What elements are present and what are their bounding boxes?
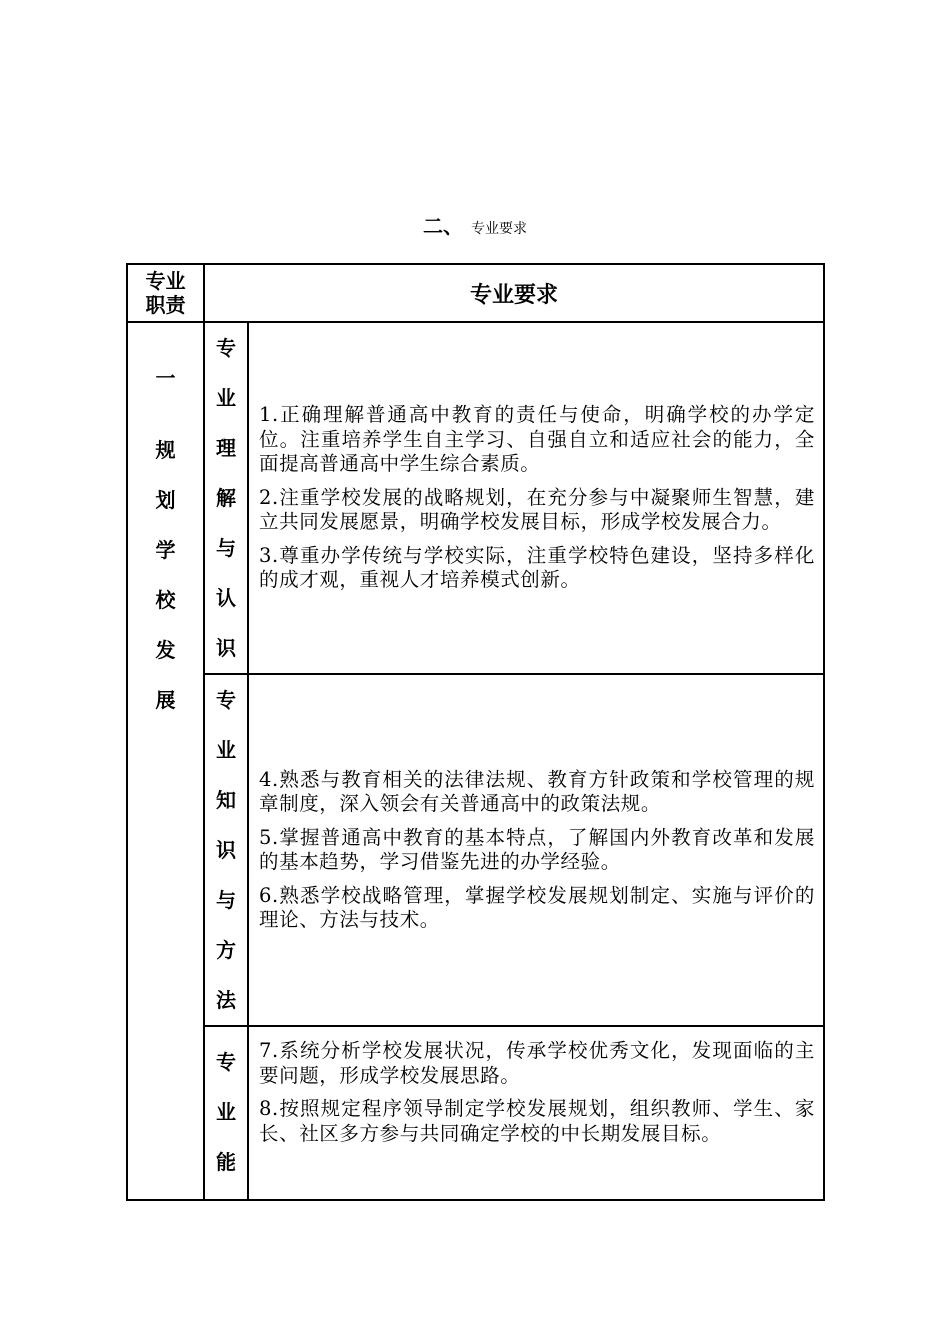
group-label-char: 方 — [216, 938, 236, 962]
duty-char: 学 — [155, 538, 176, 562]
requirement-item: 2.注重学校发展的战略规划，在充分参与中凝聚师生智慧，建立共同发展愿景，明确学校发展目标，形成学校发展合力。 — [259, 485, 815, 534]
requirement-item: 5.掌握普通高中教育的基本特点，了解国内外教育改革和发展的基本趋势，学习借鉴先进的办学经验。 — [259, 825, 815, 873]
table-row — [127, 674, 824, 1026]
group-label-char: 法 — [216, 988, 236, 1012]
duty-cell — [127, 322, 204, 1200]
group-label-char: 业 — [216, 1100, 236, 1124]
requirement-item: 3.尊重办学传统与学校实际，注重学校特色建设，坚持多样化的成才观，重视人才培养模式创新。 — [259, 543, 815, 592]
requirements-cell — [248, 1026, 824, 1200]
duty-char: 规 — [155, 438, 176, 462]
requirement-item: 8.按照规定程序领导制定学校发展规划，组织教师、学生、家长、社区多方参与共同确定学校的中长期发展目标。 — [259, 1097, 815, 1145]
header-requirements: 专业要求 — [204, 264, 824, 322]
requirement-item: 6.熟悉学校战略管理，掌握学校发展规划制定、实施与评价的理论、方法与技术。 — [259, 883, 815, 931]
header-duty-line-2: 职责 — [145, 293, 186, 317]
section-number: 二、 — [423, 214, 463, 238]
requirements-table — [126, 263, 825, 1201]
requirement-item: 1.正确理解普通高中教育的责任与使命，明确学校的办学定位。注重培养学生自主学习、自强自立和适应社会的能力，全面提高普通高中学生综合素质。 — [259, 403, 815, 476]
group-label-char: 专 — [216, 1050, 236, 1074]
duty-char: 展 — [155, 688, 176, 712]
group-label-char: 专 — [216, 336, 236, 360]
requirements-cell — [248, 674, 824, 1026]
group-label-char: 业 — [216, 738, 236, 762]
requirement-item: 7.系统分析学校发展状况，传承学校优秀文化，发现面临的主要问题，形成学校发展思路。 — [259, 1039, 815, 1087]
table-header-row — [127, 264, 824, 322]
duty-number: 一 — [155, 366, 176, 390]
group-label-char: 业 — [216, 386, 236, 410]
group-label-char: 能 — [216, 1150, 236, 1174]
duty-char: 划 — [155, 488, 176, 512]
group-label-char: 认 — [216, 586, 236, 610]
table-row — [127, 322, 824, 674]
table-row — [127, 1026, 824, 1200]
duty-char: 发 — [155, 638, 176, 662]
group-label-ability — [204, 1026, 248, 1200]
group-label-understanding — [204, 322, 248, 674]
header-duty-line-1: 专业 — [145, 269, 186, 293]
group-label-char: 识 — [216, 636, 236, 660]
group-label-char: 专 — [216, 688, 236, 712]
section-title: 专业要求 — [471, 221, 527, 237]
section-heading — [0, 210, 950, 239]
group-label-char: 理 — [216, 436, 236, 460]
group-label-knowledge — [204, 674, 248, 1026]
duty-char: 校 — [155, 588, 176, 612]
group-label-char: 解 — [216, 486, 236, 510]
group-label-char: 知 — [216, 788, 236, 812]
group-label-char: 与 — [216, 888, 236, 912]
requirement-item: 4.熟悉与教育相关的法律法规、教育方针政策和学校管理的规章制度，深入领会有关普通高中的政策法规。 — [259, 767, 815, 815]
header-duty — [127, 264, 204, 322]
requirements-cell — [248, 322, 824, 674]
group-label-char: 与 — [216, 536, 236, 560]
group-label-char: 识 — [216, 838, 236, 862]
